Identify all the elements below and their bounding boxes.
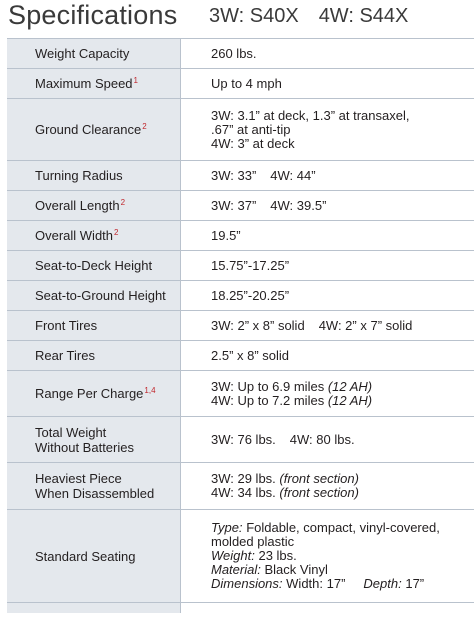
row-value: Type: Foldable, compact, vinyl-covered, molded plastic Weight: 23 lbs. Material: Black Vinyl Dimensions: Width: 17” Depth: 17” bbox=[181, 510, 474, 602]
row-value: 15.75”-17.25” bbox=[181, 251, 474, 280]
row-value: 3W: 37” 4W: 39.5” bbox=[181, 191, 474, 220]
table-row-seat-to-ground-height bbox=[7, 281, 474, 311]
table-row-front-tires bbox=[7, 311, 474, 341]
row-value: 2.5” x 8” solid bbox=[181, 341, 474, 370]
table-row-overall-length bbox=[7, 191, 474, 221]
table-row-seat-to-deck-height bbox=[7, 251, 474, 281]
row-label: Turning Radius bbox=[7, 161, 181, 190]
row-label: Overall Length $^2$ bbox=[7, 191, 181, 220]
row-value: 3W: 76 lbs. 4W: 80 lbs. bbox=[181, 417, 474, 462]
header bbox=[0, 0, 474, 38]
row-label: Seat-to-Deck Height bbox=[7, 251, 181, 280]
row-value: 3W: Up to 6.9 miles (12 AH) 4W: Up to 7.2 miles (12 AH) bbox=[181, 371, 474, 416]
row-value: 18.25”-20.25” bbox=[181, 281, 474, 310]
row-label: Standard Seating bbox=[7, 510, 181, 602]
table-row-heaviest-piece bbox=[7, 463, 474, 510]
row-label: Maximum Speed $^1$ bbox=[7, 69, 181, 98]
footnote-marker: 2 bbox=[114, 228, 119, 237]
footnote-marker: 1 bbox=[133, 76, 138, 85]
row-value: 3W: 29 lbs. (front section) 4W: 34 lbs. (front section) bbox=[181, 463, 474, 509]
row-value: 3W: 33” 4W: 44” bbox=[181, 161, 474, 190]
table-row-standard-seating bbox=[7, 510, 474, 603]
table-row-total-weight bbox=[7, 417, 474, 463]
table-row-overall-width bbox=[7, 221, 474, 251]
table-continuation bbox=[7, 603, 474, 613]
specifications-table bbox=[7, 38, 474, 613]
row-label: Range Per Charge $^{1,4}$ bbox=[7, 371, 181, 416]
footnote-marker: 1,4 bbox=[144, 386, 156, 395]
row-label: Heaviest Piece When Disassembled bbox=[7, 463, 181, 509]
row-value: 3W: 2” x 8” solid 4W: 2” x 7” solid bbox=[181, 311, 474, 340]
footnote-marker: 2 bbox=[120, 198, 126, 207]
model-names bbox=[209, 5, 428, 28]
row-label: Seat-to-Ground Height bbox=[7, 281, 181, 310]
row-label: Overall Width $^2$ bbox=[7, 221, 181, 250]
row-label: Front Tires bbox=[7, 311, 181, 340]
table-row-range-per-charge bbox=[7, 371, 474, 417]
footnote-marker: 2 bbox=[142, 122, 147, 131]
row-value: 3W: 3.1” at deck, 1.3” at transaxel, .67” at anti-tip 4W: 3” at deck bbox=[181, 99, 474, 160]
row-label: Total Weight Without Batteries bbox=[7, 417, 181, 462]
row-label: Ground Clearance $^2$ bbox=[7, 99, 181, 160]
table-row-maximum-speed bbox=[7, 69, 474, 99]
row-label: Weight Capacity bbox=[7, 39, 181, 68]
row-label: Rear Tires bbox=[7, 341, 181, 370]
model-3w: 3W: S40X bbox=[209, 5, 299, 27]
row-value: Up to 4 mph bbox=[181, 69, 474, 98]
row-value: 19.5” bbox=[181, 221, 474, 250]
table-row-weight-capacity bbox=[7, 38, 474, 69]
table-row-rear-tires bbox=[7, 341, 474, 371]
table-row-turning-radius bbox=[7, 161, 474, 191]
page-title: Specifications bbox=[8, 0, 178, 30]
model-4w: 4W: S44X bbox=[318, 5, 409, 27]
table-row-ground-clearance bbox=[7, 99, 474, 161]
row-value: 260 lbs. bbox=[181, 39, 474, 68]
